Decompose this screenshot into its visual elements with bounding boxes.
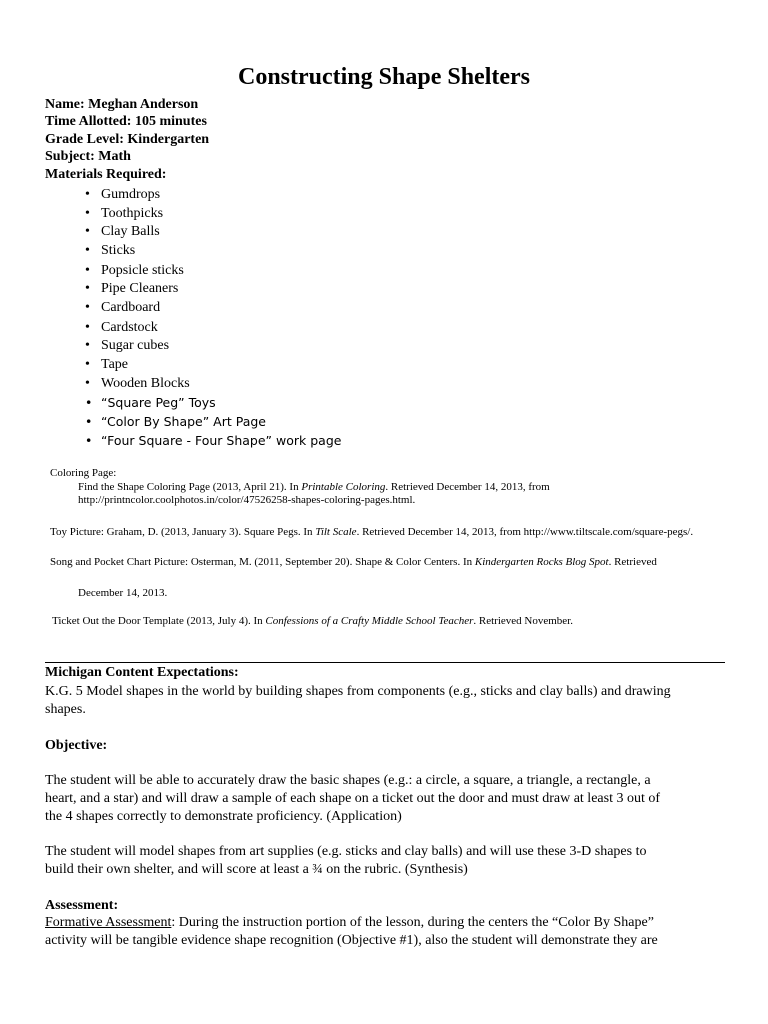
- ticket-ref: Ticket Out the Door Template (2013, July 4). In Confessions of a Crafty Middle School Teacher. Retrieved November.: [52, 615, 573, 627]
- objective-text: the 4 shapes correctly to demonstrate proficiency. (Application): [45, 809, 402, 824]
- mce-text: shapes.: [45, 702, 86, 717]
- mce-heading: Michigan Content Expectations:: [45, 665, 239, 680]
- list-item: • Gumdrops: [101, 185, 160, 204]
- coloring-ref-url: http://printncolor.coolphotos.in/color/47526258-shapes-coloring-pages.html.: [78, 494, 416, 506]
- list-item: • Clay Balls: [101, 222, 160, 241]
- formative-text: activity will be tangible evidence shape recognition (Objective #1), also the student will demonstrate they are: [45, 933, 658, 948]
- time-allotted: Time Allotted: 105 minutes: [45, 114, 207, 129]
- materials-label: Materials Required:: [45, 167, 167, 182]
- formative-label: Formative Assessment: [45, 915, 172, 930]
- objective-heading: Objective:: [45, 738, 108, 753]
- grade-level: Grade Level: Kindergarten: [45, 132, 210, 147]
- song-ref: Song and Pocket Chart Picture: Osterman, M. (2011, September 20). Shape & Color Centers. In Kindergarten Rocks Blog Spot. Retrieved: [50, 556, 657, 568]
- list-item: • Pipe Cleaners: [101, 279, 178, 298]
- assessment-heading: Assessment:: [45, 898, 119, 913]
- list-item: • Popsicle sticks: [101, 261, 184, 280]
- objective-text: The student will be able to accurately draw the basic shapes (e.g.: a circle, a square, a triangle, a rectangle, a: [45, 773, 651, 788]
- coloring-ref-label: Coloring Page:: [50, 467, 117, 479]
- objective-text: heart, and a star) and will draw a sample of each shape on a ticket out the door and must draw at least 3 out of: [45, 791, 661, 806]
- subject: Subject: Math: [45, 149, 131, 164]
- page-title: Constructing Shape Shelters: [237, 64, 531, 90]
- list-item: • Cardboard: [101, 298, 160, 317]
- list-item: • “Square Peg” Toys: [101, 393, 216, 412]
- list-item: • Wooden Blocks: [101, 374, 190, 393]
- list-item: • “Color By Shape” Art Page: [101, 412, 266, 431]
- list-item: • Cardstock: [101, 318, 158, 337]
- song-ref-date: December 14, 2013.: [78, 587, 168, 599]
- list-item: • Tape: [101, 355, 128, 374]
- list-item: • “Four Square - Four Shape” work page: [101, 431, 341, 450]
- objective-text: The student will model shapes from art supplies (e.g. sticks and clay balls) and will use these 3-D shapes to: [45, 844, 647, 859]
- coloring-ref: Find the Shape Coloring Page (2013, April 21). In Printable Coloring. Retrieved December 14, 2013, from: [78, 481, 550, 493]
- list-item: • Sugar cubes: [101, 336, 169, 355]
- list-item: • Sticks: [101, 241, 135, 260]
- objective-text: build their own shelter, and will score at least a ¾ on the rubric. (Synthesis): [45, 862, 468, 877]
- toy-ref: Toy Picture: Graham, D. (2013, January 3). Square Pegs. In Tilt Scale. Retrieved December 14, 2013, from http://www.tiltscale.com/square-pegs/.: [50, 526, 694, 538]
- mce-text: K.G. 5 Model shapes in the world by building shapes from components (e.g., sticks and clay balls) and drawing: [45, 684, 671, 699]
- list-item: • Toothpicks: [101, 204, 163, 223]
- teacher-name: Name: Meghan Anderson: [45, 97, 199, 112]
- formative-text: Formative Assessment: During the instruction portion of the lesson, during the centers the “Color By Shape”: [45, 915, 654, 930]
